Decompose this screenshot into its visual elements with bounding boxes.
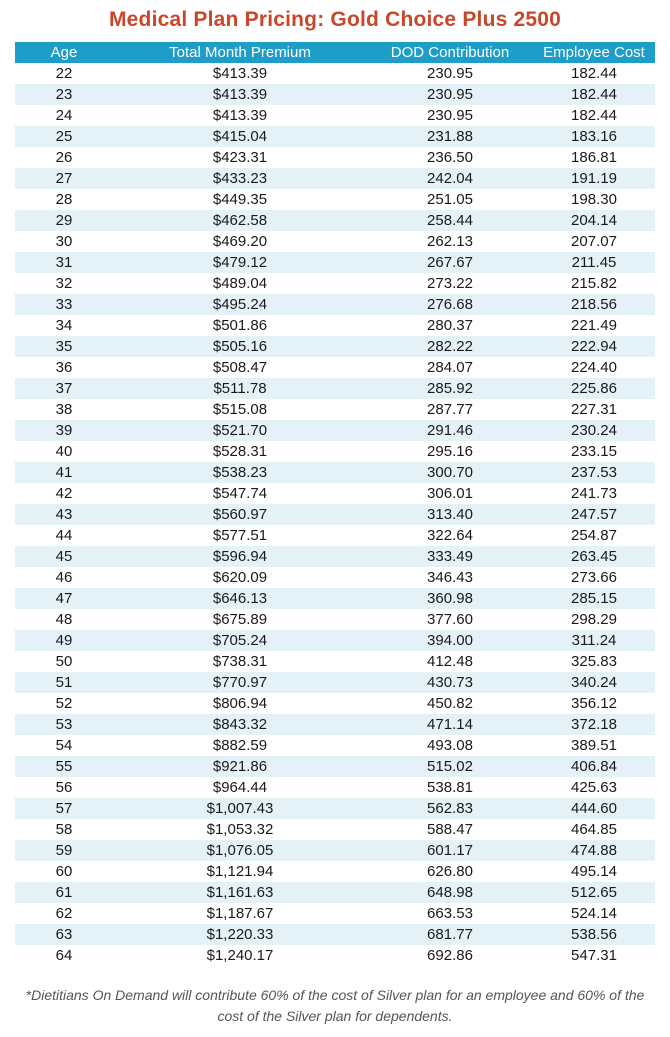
- age-cell: 40: [55, 443, 73, 460]
- employee-cost-cell: 191.19: [571, 170, 617, 187]
- dod-contribution-cell: 291.46: [427, 422, 473, 439]
- page-title: Medical Plan Pricing: Gold Choice Plus 2500: [108, 8, 562, 31]
- age-cell: 50: [55, 653, 73, 670]
- total-premium-cell: $415.04: [212, 128, 268, 145]
- dod-contribution-cell: 295.16: [427, 443, 473, 460]
- employee-cost-cell: 406.84: [571, 758, 617, 775]
- dod-contribution-cell: 601.17: [427, 842, 473, 859]
- dod-contribution-cell: 273.22: [427, 275, 473, 292]
- employee-cost-cell: 182.44: [571, 65, 617, 82]
- age-cell: 58: [55, 821, 73, 838]
- employee-cost-cell: 247.57: [571, 506, 617, 523]
- dod-contribution-cell: 242.04: [427, 170, 473, 187]
- total-premium-cell: $528.31: [212, 443, 268, 460]
- age-cell: 43: [55, 506, 73, 523]
- employee-cost-cell: 263.45: [571, 548, 617, 565]
- dod-contribution-cell: 282.22: [427, 338, 473, 355]
- total-premium-cell: $1,053.32: [206, 821, 274, 838]
- dod-contribution-cell: 231.88: [427, 128, 473, 145]
- table-row: [15, 756, 655, 777]
- total-premium-cell: $964.44: [212, 779, 268, 796]
- total-premium-cell: $1,121.94: [206, 863, 274, 880]
- total-premium-cell: $521.70: [212, 422, 268, 439]
- table-row: [15, 378, 655, 399]
- dod-contribution-cell: 515.02: [427, 758, 473, 775]
- employee-cost-cell: 298.29: [571, 611, 617, 628]
- dod-contribution-cell: 280.37: [427, 317, 473, 334]
- dod-contribution-cell: 377.60: [427, 611, 473, 628]
- total-premium-cell: $495.24: [212, 296, 268, 313]
- total-premium-cell: $505.16: [212, 338, 268, 355]
- employee-cost-cell: 183.16: [571, 128, 617, 145]
- total-premium-cell: $547.74: [212, 485, 268, 502]
- employee-cost-cell: 211.45: [571, 254, 617, 271]
- total-premium-cell: $770.97: [212, 674, 268, 691]
- age-cell: 35: [55, 338, 73, 355]
- employee-cost-cell: 224.40: [571, 359, 617, 376]
- dod-contribution-cell: 285.92: [427, 380, 473, 397]
- table-row: [15, 357, 655, 378]
- employee-cost-cell: 233.15: [571, 443, 617, 460]
- dod-contribution-cell: 313.40: [427, 506, 473, 523]
- table-row: [15, 714, 655, 735]
- dod-contribution-cell: 333.49: [427, 548, 473, 565]
- age-cell: 61: [55, 884, 73, 901]
- total-premium-cell: $1,007.43: [206, 800, 274, 817]
- header-row: [15, 42, 655, 63]
- age-cell: 56: [55, 779, 73, 796]
- table-row: [15, 546, 655, 567]
- age-cell: 24: [55, 107, 73, 124]
- employee-cost-cell: 372.18: [571, 716, 617, 733]
- table-row: [15, 777, 655, 798]
- dod-contribution-cell: 430.73: [427, 674, 473, 691]
- age-cell: 42: [55, 485, 73, 502]
- total-premium-cell: $508.47: [212, 359, 268, 376]
- age-cell: 57: [55, 800, 73, 817]
- age-cell: 26: [55, 149, 73, 166]
- total-premium-cell: $501.86: [212, 317, 268, 334]
- dod-contribution-cell: 681.77: [427, 926, 473, 943]
- table-row: [15, 882, 655, 903]
- table-row: [15, 651, 655, 672]
- employee-cost-cell: 237.53: [571, 464, 617, 481]
- header-age: Age: [50, 44, 78, 61]
- age-cell: 23: [55, 86, 73, 103]
- total-premium-cell: $738.31: [212, 653, 268, 670]
- table-row: [15, 924, 655, 945]
- total-premium-cell: $538.23: [212, 464, 268, 481]
- total-premium-cell: $449.35: [212, 191, 268, 208]
- employee-cost-cell: 221.49: [571, 317, 617, 334]
- table-row: [15, 273, 655, 294]
- employee-cost-cell: 547.31: [571, 947, 617, 964]
- dod-contribution-cell: 692.86: [427, 947, 473, 964]
- total-premium-cell: $882.59: [212, 737, 268, 754]
- employee-cost-cell: 311.24: [571, 632, 617, 649]
- employee-cost-cell: 464.85: [571, 821, 617, 838]
- age-cell: 64: [55, 947, 73, 964]
- footnote: *Dietitians On Demand will contribute 60% of the cost of Silver plan for an employee and 60% of the cost of the Silver plan for dependents.: [25, 987, 645, 1024]
- dod-contribution-cell: 322.64: [427, 527, 473, 544]
- dod-contribution-cell: 258.44: [427, 212, 473, 229]
- age-cell: 62: [55, 905, 73, 922]
- table-row: [15, 861, 655, 882]
- age-cell: 36: [55, 359, 73, 376]
- age-cell: 32: [55, 275, 73, 292]
- total-premium-cell: $620.09: [212, 569, 268, 586]
- table-row: [15, 294, 655, 315]
- employee-cost-cell: 285.15: [571, 590, 617, 607]
- employee-cost-cell: 444.60: [571, 800, 617, 817]
- table-row: [15, 441, 655, 462]
- employee-cost-cell: 207.07: [571, 233, 617, 250]
- employee-cost-cell: 225.86: [571, 380, 617, 397]
- dod-contribution-cell: 493.08: [427, 737, 473, 754]
- employee-cost-cell: 356.12: [571, 695, 617, 712]
- dod-contribution-cell: 306.01: [427, 485, 473, 502]
- table-row: [15, 210, 655, 231]
- table-row: [15, 819, 655, 840]
- employee-cost-cell: 215.82: [571, 275, 617, 292]
- employee-cost-cell: 474.88: [571, 842, 617, 859]
- total-premium-cell: $511.78: [213, 380, 267, 397]
- total-premium-cell: $423.31: [212, 149, 268, 166]
- table-row: [15, 252, 655, 273]
- dod-contribution-cell: 648.98: [427, 884, 473, 901]
- total-premium-cell: $469.20: [212, 233, 268, 250]
- employee-cost-cell: 204.14: [571, 212, 617, 229]
- age-cell: 52: [55, 695, 73, 712]
- employee-cost-cell: 389.51: [571, 737, 617, 754]
- total-premium-cell: $462.58: [212, 212, 268, 229]
- dod-contribution-cell: 412.48: [427, 653, 473, 670]
- total-premium-cell: $646.13: [212, 590, 268, 607]
- employee-cost-cell: 273.66: [571, 569, 617, 586]
- age-cell: 46: [55, 569, 73, 586]
- employee-cost-cell: 182.44: [571, 107, 617, 124]
- dod-contribution-cell: 230.95: [427, 107, 473, 124]
- employee-cost-cell: 340.24: [571, 674, 617, 691]
- age-cell: 34: [55, 317, 73, 334]
- dod-contribution-cell: 471.14: [427, 716, 473, 733]
- total-premium-cell: $479.12: [212, 254, 268, 271]
- total-premium-cell: $1,220.33: [206, 926, 274, 943]
- total-premium-cell: $413.39: [212, 86, 268, 103]
- age-cell: 28: [55, 191, 73, 208]
- table-row: [15, 567, 655, 588]
- dod-contribution-cell: 267.67: [427, 254, 473, 271]
- table-row: [15, 336, 655, 357]
- table-row: [15, 609, 655, 630]
- dod-contribution-cell: 262.13: [427, 233, 473, 250]
- employee-cost-cell: 186.81: [571, 149, 617, 166]
- age-cell: 33: [55, 296, 73, 313]
- age-cell: 54: [55, 737, 73, 754]
- table-row: [15, 147, 655, 168]
- table-row: [15, 672, 655, 693]
- dod-contribution-cell: 276.68: [427, 296, 473, 313]
- total-premium-cell: $577.51: [212, 527, 268, 544]
- table-row: [15, 231, 655, 252]
- age-cell: 60: [55, 863, 73, 880]
- age-cell: 30: [55, 233, 73, 250]
- age-cell: 44: [55, 527, 73, 544]
- header-total-month-premium: Total Month Premium: [169, 44, 311, 61]
- age-cell: 51: [55, 674, 73, 691]
- age-cell: 59: [55, 842, 73, 859]
- employee-cost-cell: 325.83: [571, 653, 617, 670]
- table-row: [15, 630, 655, 651]
- employee-cost-cell: 227.31: [571, 401, 617, 418]
- total-premium-cell: $705.24: [212, 632, 268, 649]
- total-premium-cell: $843.32: [212, 716, 268, 733]
- table-header: [15, 42, 655, 63]
- total-premium-cell: $675.89: [212, 611, 268, 628]
- age-cell: 38: [55, 401, 73, 418]
- table-row: [15, 420, 655, 441]
- table-row: [15, 63, 655, 84]
- age-cell: 39: [55, 422, 73, 439]
- age-cell: 63: [55, 926, 73, 943]
- employee-cost-cell: 524.14: [571, 905, 617, 922]
- employee-cost-cell: 538.56: [571, 926, 617, 943]
- total-premium-cell: $1,161.63: [206, 884, 274, 901]
- table-row: [15, 399, 655, 420]
- table-row: [15, 588, 655, 609]
- total-premium-cell: $806.94: [212, 695, 268, 712]
- dod-contribution-cell: 562.83: [427, 800, 473, 817]
- table-row: [15, 903, 655, 924]
- employee-cost-cell: 425.63: [571, 779, 617, 796]
- age-cell: 31: [55, 254, 73, 271]
- table-row: [15, 945, 655, 966]
- table-row: [15, 504, 655, 525]
- total-premium-cell: $515.08: [212, 401, 268, 418]
- employee-cost-cell: 495.14: [571, 863, 617, 880]
- total-premium-cell: $1,076.05: [206, 842, 274, 859]
- total-premium-cell: $433.23: [212, 170, 268, 187]
- pricing-table: [15, 42, 655, 966]
- age-cell: 22: [55, 65, 73, 82]
- employee-cost-cell: 218.56: [571, 296, 617, 313]
- table-row: [15, 693, 655, 714]
- age-cell: 25: [55, 128, 73, 145]
- table-row: [15, 462, 655, 483]
- age-cell: 55: [55, 758, 73, 775]
- table-body: [15, 63, 655, 966]
- dod-contribution-cell: 538.81: [427, 779, 473, 796]
- total-premium-cell: $489.04: [212, 275, 268, 292]
- total-premium-cell: $413.39: [212, 107, 268, 124]
- dod-contribution-cell: 236.50: [427, 149, 473, 166]
- table-row: [15, 189, 655, 210]
- dod-contribution-cell: 284.07: [427, 359, 473, 376]
- age-cell: 49: [55, 632, 73, 649]
- employee-cost-cell: 512.65: [571, 884, 617, 901]
- header-dod-contribution: DOD Contribution: [390, 44, 510, 61]
- total-premium-cell: $413.39: [212, 65, 268, 82]
- dod-contribution-cell: 663.53: [427, 905, 473, 922]
- age-cell: 29: [55, 212, 73, 229]
- employee-cost-cell: 254.87: [571, 527, 617, 544]
- table-row: [15, 483, 655, 504]
- total-premium-cell: $560.97: [212, 506, 268, 523]
- table-row: [15, 735, 655, 756]
- header-employee-cost: Employee Cost: [543, 44, 645, 61]
- age-cell: 47: [55, 590, 73, 607]
- age-cell: 41: [55, 464, 73, 481]
- table-row: [15, 168, 655, 189]
- age-cell: 37: [55, 380, 73, 397]
- total-premium-cell: $1,187.67: [206, 905, 274, 922]
- table-row: [15, 315, 655, 336]
- total-premium-cell: $1,240.17: [206, 947, 274, 964]
- table-row: [15, 126, 655, 147]
- dod-contribution-cell: 230.95: [427, 65, 473, 82]
- table-row: [15, 525, 655, 546]
- dod-contribution-cell: 287.77: [427, 401, 473, 418]
- age-cell: 27: [55, 170, 73, 187]
- dod-contribution-cell: 360.98: [427, 590, 473, 607]
- age-cell: 48: [55, 611, 73, 628]
- total-premium-cell: $596.94: [212, 548, 268, 565]
- employee-cost-cell: 222.94: [571, 338, 617, 355]
- dod-contribution-cell: 450.82: [427, 695, 473, 712]
- dod-contribution-cell: 626.80: [427, 863, 473, 880]
- dod-contribution-cell: 394.00: [427, 632, 473, 649]
- dod-contribution-cell: 346.43: [427, 569, 473, 586]
- table-row: [15, 105, 655, 126]
- dod-contribution-cell: 588.47: [427, 821, 473, 838]
- dod-contribution-cell: 230.95: [427, 86, 473, 103]
- dod-contribution-cell: 300.70: [427, 464, 473, 481]
- dod-contribution-cell: 251.05: [427, 191, 473, 208]
- employee-cost-cell: 198.30: [571, 191, 617, 208]
- table-row: [15, 84, 655, 105]
- employee-cost-cell: 241.73: [571, 485, 617, 502]
- table-row: [15, 840, 655, 861]
- table-row: [15, 798, 655, 819]
- age-cell: 53: [55, 716, 73, 733]
- age-cell: 45: [55, 548, 73, 565]
- employee-cost-cell: 182.44: [571, 86, 617, 103]
- total-premium-cell: $921.86: [212, 758, 268, 775]
- employee-cost-cell: 230.24: [571, 422, 617, 439]
